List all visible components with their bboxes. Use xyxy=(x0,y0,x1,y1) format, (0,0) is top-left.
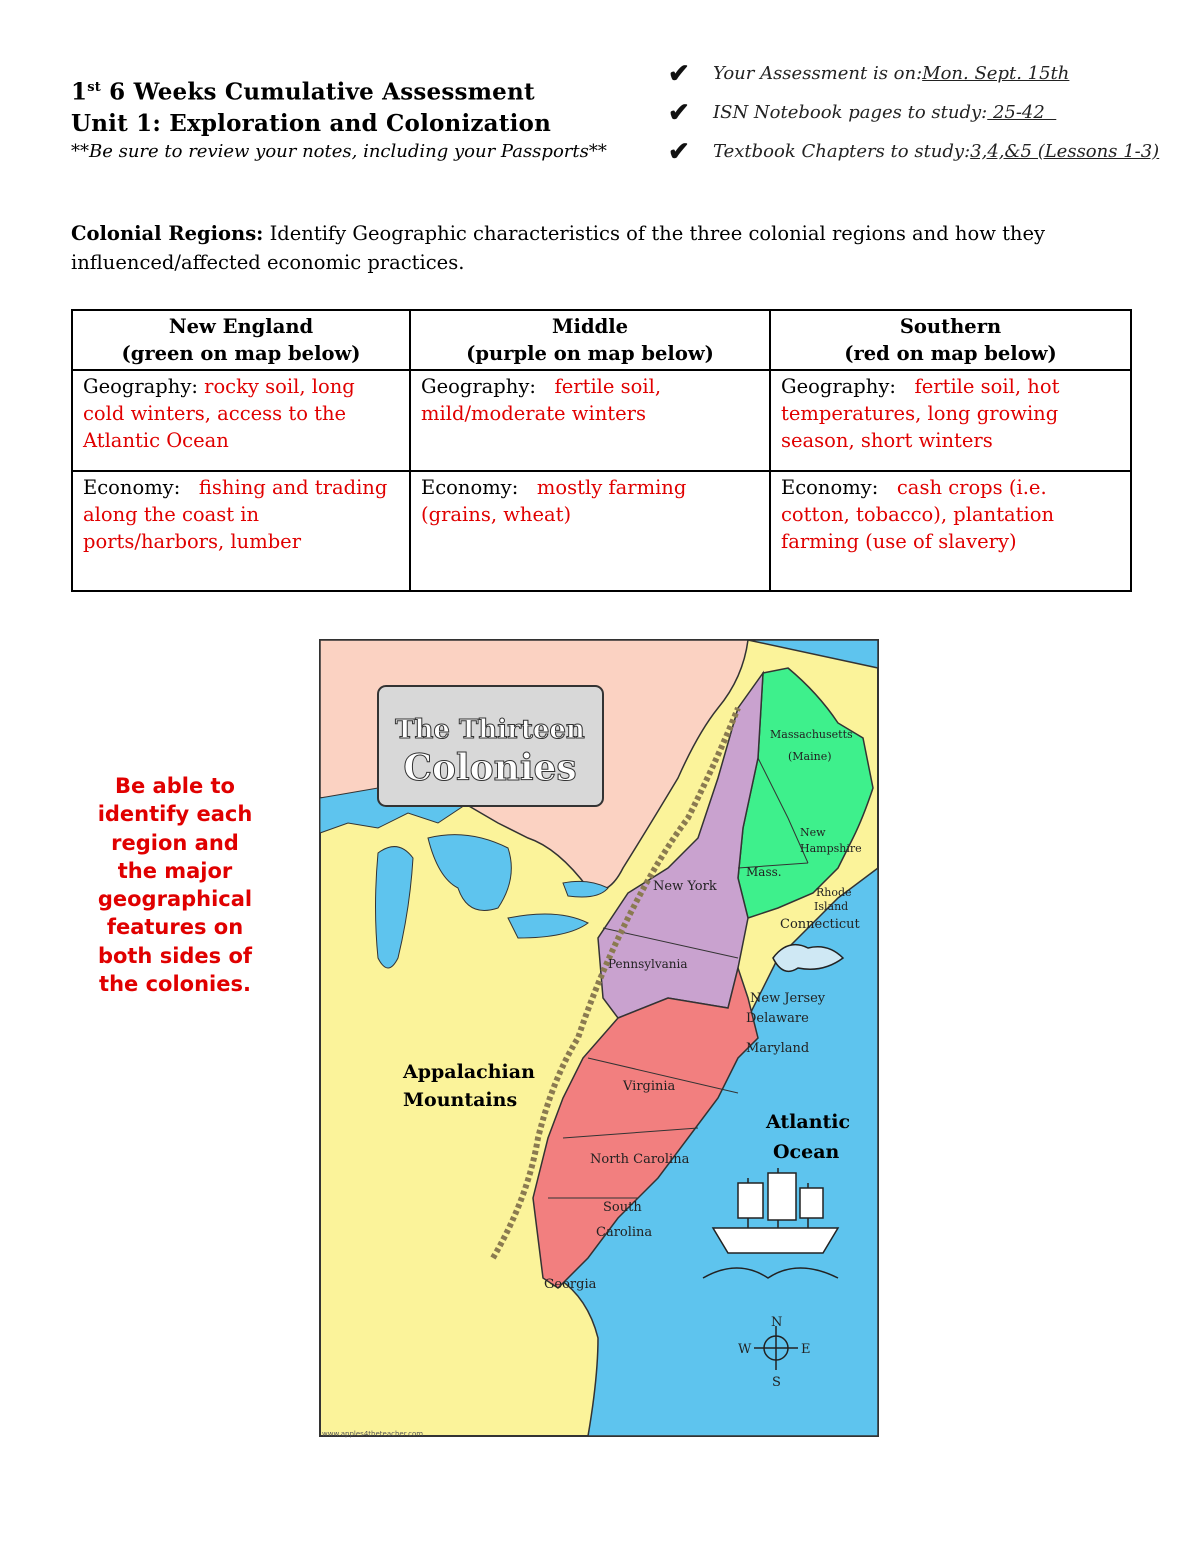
page-title: 1st 6 Weeks Cumulative Assessment xyxy=(71,78,535,106)
table-row-geography xyxy=(72,370,1131,471)
cell-economy-southern: Economy: cash crops (i.e. cotton, tobacco), plantation farming (use of slavery) xyxy=(770,471,1131,591)
checkmark-icon: ✔ xyxy=(668,58,690,89)
label-massachusetts: Massachusetts xyxy=(770,728,853,741)
label-appalachian-2: Mountains xyxy=(403,1089,518,1111)
label-pennsylvania: Pennsylvania xyxy=(608,957,688,971)
column-header-southern: Southern (red on map below) xyxy=(770,310,1131,370)
map-title-scroll xyxy=(378,686,603,806)
label-atlantic-1: Atlantic xyxy=(766,1111,851,1133)
map-title-line1: The Thirteen xyxy=(395,715,585,745)
label-delaware: Delaware xyxy=(746,1011,809,1026)
table-header-row xyxy=(72,310,1131,370)
label-south-carolina-1: South xyxy=(603,1200,642,1215)
compass-s: S xyxy=(772,1375,781,1390)
label-new-hampshire-2: Hampshire xyxy=(800,842,862,855)
assessment-checklist xyxy=(668,54,1159,171)
label-rhode-island-1: Rhode xyxy=(816,886,852,899)
label-new-jersey: New Jersey xyxy=(750,991,826,1006)
cell-economy-new-england: Economy: fishing and trading along the coast in ports/harbors, lumber xyxy=(72,471,410,591)
label-georgia: Georgia xyxy=(544,1277,597,1292)
compass-n: N xyxy=(771,1315,783,1330)
study-note: Be able to identify each region and the major geographical features on both sides of the colonies. xyxy=(97,774,253,997)
checklist-item-date: ✔ Your Assessment is on: Mon. Sept. 15th xyxy=(668,58,1070,89)
cell-economy-middle: Economy: mostly farming (grains, wheat) xyxy=(410,471,770,591)
cell-geography-new-england: Geography: rocky soil, long cold winters, access to the Atlantic Ocean xyxy=(72,370,410,471)
label-virginia: Virginia xyxy=(623,1079,676,1094)
label-maryland: Maryland xyxy=(746,1041,810,1056)
table-row-economy xyxy=(72,471,1131,591)
label-new-hampshire-1: New xyxy=(800,826,826,839)
label-atlantic-2: Ocean xyxy=(773,1141,840,1163)
map-credit: www.apples4theteacher.com xyxy=(322,1430,424,1438)
label-south-carolina-2: Carolina xyxy=(596,1225,653,1240)
label-appalachian-1: Appalachian xyxy=(403,1061,535,1083)
checkmark-icon: ✔ xyxy=(668,97,690,128)
thirteen-colonies-map xyxy=(318,638,880,1438)
cell-geography-middle: Geography: fertile soil, mild/moderate winters xyxy=(410,370,770,471)
colonial-regions-table xyxy=(71,309,1132,592)
label-maine: (Maine) xyxy=(788,750,832,763)
checklist-item-textbook: ✔ Textbook Chapters to study: 3,4,&5 (Lessons 1-3) xyxy=(668,136,1160,167)
label-connecticut: Connecticut xyxy=(780,917,860,932)
label-new-york: New York xyxy=(653,879,717,894)
review-reminder: **Be sure to review your notes, including your Passports** xyxy=(71,140,607,162)
section-intro: Colonial Regions: Identify Geographic characteristics of the three colonial regions and how they influenced/affected economic practices. xyxy=(71,222,1046,274)
column-header-new-england: New England (green on map below) xyxy=(72,310,410,370)
checkmark-icon: ✔ xyxy=(668,136,690,167)
checklist-item-notebook: ✔ ISN Notebook pages to study: 25-42 xyxy=(668,97,1057,128)
label-mass: Mass. xyxy=(746,865,782,879)
unit-title: Unit 1: Exploration and Colonization xyxy=(71,109,551,137)
compass-w: W xyxy=(738,1342,752,1357)
header xyxy=(71,72,607,165)
cell-geography-southern: Geography: fertile soil, hot temperatures, long growing season, short winters xyxy=(770,370,1131,471)
column-header-middle: Middle (purple on map below) xyxy=(410,310,770,370)
label-north-carolina: North Carolina xyxy=(590,1152,690,1167)
map-title-line2: Colonies xyxy=(403,747,577,789)
label-rhode-island-2: Island xyxy=(814,900,849,913)
compass-e: E xyxy=(801,1342,811,1357)
